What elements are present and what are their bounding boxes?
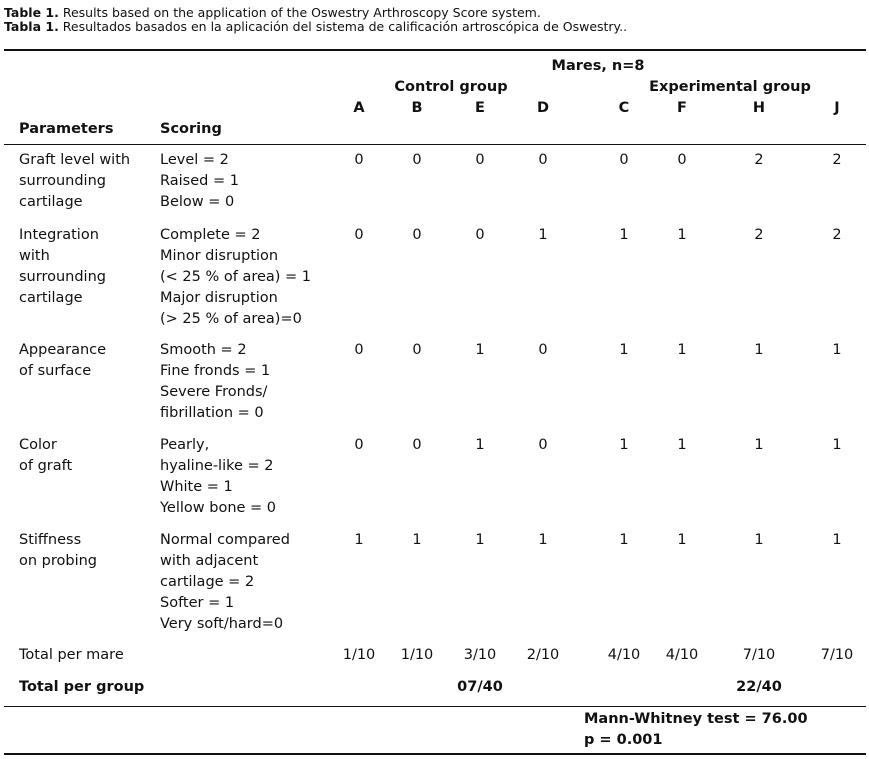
parameter-cell-line: on probing — [19, 553, 98, 569]
parameter-cell-line: Integration — [19, 227, 99, 243]
mare-id-header: C — [618, 100, 630, 116]
score-value-cell: 1 — [677, 437, 687, 453]
scoring-cell-line: Major disruption — [160, 290, 278, 306]
score-value-cell: 0 — [412, 342, 422, 358]
score-value-cell: 0 — [619, 152, 629, 168]
experimental-group-total: 22/40 — [736, 679, 782, 695]
mare-id-header: A — [353, 100, 365, 116]
scoring-cell-line: Very soft/hard=0 — [160, 616, 284, 632]
score-value-cell: 1 — [832, 532, 842, 548]
mares-header: Mares, n=8 — [551, 58, 645, 74]
caption-spanish — [4, 20, 627, 34]
scoring-cell-line: Minor disruption — [160, 248, 279, 264]
scoring-cell-line: fibrillation = 0 — [160, 405, 264, 421]
score-value-cell: 0 — [412, 227, 422, 243]
score-value-cell: 1 — [754, 437, 764, 453]
score-value-cell: 2 — [754, 152, 764, 168]
score-value-cell: 1 — [475, 532, 485, 548]
parameter-cell-line: Appearance — [19, 342, 107, 358]
scoring-cell-line: Pearly, — [160, 437, 210, 453]
control-group-total: 07/40 — [457, 679, 503, 695]
scoring-cell-line: (< 25 % of area) = 1 — [160, 269, 312, 285]
score-value-cell: 0 — [354, 437, 364, 453]
total-per-mare-cell: 4/10 — [665, 647, 699, 663]
score-value-cell: 1 — [538, 532, 548, 548]
score-value-cell: 1 — [677, 227, 687, 243]
parameter-cell-line: Stiffness — [19, 532, 82, 548]
parameter-cell-line: of surface — [19, 363, 92, 379]
parameter-cell-line: Graft level with — [19, 152, 131, 168]
score-value-cell: 1 — [754, 342, 764, 358]
caption-spanish-label: Tabla 1. — [4, 19, 59, 34]
parameter-cell-line: surrounding — [19, 269, 106, 285]
caption-english — [4, 6, 541, 20]
score-value-cell: 1 — [677, 532, 687, 548]
scoring-cell-line: Severe Fronds/ — [160, 384, 268, 400]
scoring-cell-line: Below = 0 — [160, 194, 235, 210]
total-per-mare-cell: 3/10 — [463, 647, 497, 663]
scoring-cell-line: Softer = 1 — [160, 595, 235, 611]
total-per-mare-cell: 7/10 — [820, 647, 854, 663]
scoring-cell-line: cartilage = 2 — [160, 574, 255, 590]
parameter-cell-line: cartilage — [19, 194, 83, 210]
score-value-cell: 1 — [538, 227, 548, 243]
mare-id-header: J — [834, 100, 840, 116]
scoring-cell-line: White = 1 — [160, 479, 233, 495]
parameter-cell-line: surrounding — [19, 173, 106, 189]
scoring-cell-line: Fine fronds = 1 — [160, 363, 271, 379]
score-value-cell: 0 — [677, 152, 687, 168]
scoring-cell-line: Normal compared — [160, 532, 290, 548]
top-rule — [4, 49, 866, 51]
mare-id-header: D — [536, 100, 550, 116]
score-value-cell: 0 — [475, 227, 485, 243]
p-value: p = 0.001 — [584, 732, 663, 748]
score-value-cell: 0 — [354, 342, 364, 358]
mare-id-header: E — [475, 100, 485, 116]
parameter-cell-line: with — [19, 248, 50, 264]
parameters-header: Parameters — [19, 121, 114, 137]
total-per-mare-cell: 7/10 — [742, 647, 776, 663]
score-value-cell: 1 — [619, 437, 629, 453]
total-per-mare-cell: 4/10 — [607, 647, 641, 663]
score-value-cell: 2 — [832, 227, 842, 243]
scoring-cell-line: Smooth = 2 — [160, 342, 247, 358]
scoring-cell-line: Yellow bone = 0 — [160, 500, 277, 516]
score-value-cell: 1 — [475, 437, 485, 453]
scoring-cell-line: (> 25 % of area)=0 — [160, 311, 302, 327]
scoring-cell-line: Raised = 1 — [160, 173, 239, 189]
score-value-cell: 1 — [832, 437, 842, 453]
total-per-mare-cell: 1/10 — [400, 647, 434, 663]
parameter-cell-line: cartilage — [19, 290, 83, 306]
score-value-cell: 1 — [677, 342, 687, 358]
mare-id-header: B — [411, 100, 423, 116]
scoring-cell-line: Complete = 2 — [160, 227, 261, 243]
total-per-mare-label: Total per mare — [19, 647, 124, 663]
total-per-mare-cell: 2/10 — [526, 647, 560, 663]
score-value-cell: 1 — [832, 342, 842, 358]
score-value-cell: 0 — [538, 437, 548, 453]
score-value-cell: 1 — [754, 532, 764, 548]
score-value-cell: 0 — [354, 152, 364, 168]
control-group-header: Control group — [394, 79, 508, 95]
caption-english-label: Table 1. — [4, 5, 59, 20]
mare-id-header: F — [677, 100, 687, 116]
scoring-cell-line: Level = 2 — [160, 152, 229, 168]
caption-english-text: Results based on the application of the Oswestry Arthroscopy Score system. — [58, 5, 541, 20]
caption-spanish-text: Resultados basados en la aplicación del sistema de calificación artroscópica de Oswestry.. — [58, 19, 628, 34]
scoring-cell-line: hyaline-like = 2 — [160, 458, 274, 474]
score-value-cell: 1 — [354, 532, 364, 548]
scoring-cell-line: with adjacent — [160, 553, 259, 569]
scoring-header: Scoring — [160, 121, 222, 137]
header-rule — [4, 144, 866, 145]
mare-id-header: H — [752, 100, 766, 116]
score-value-cell: 0 — [412, 152, 422, 168]
score-value-cell: 1 — [619, 532, 629, 548]
mann-whitney-result: Mann-Whitney test = 76.00 — [584, 711, 808, 727]
score-value-cell: 2 — [832, 152, 842, 168]
total-per-group-label: Total per group — [19, 679, 145, 695]
group-total-rule — [4, 706, 866, 707]
experimental-group-header: Experimental group — [649, 79, 811, 95]
score-value-cell: 1 — [619, 227, 629, 243]
parameter-cell-line: of graft — [19, 458, 73, 474]
score-value-cell: 0 — [538, 152, 548, 168]
total-per-mare-cell: 1/10 — [342, 647, 376, 663]
score-value-cell: 1 — [619, 342, 629, 358]
score-value-cell: 1 — [475, 342, 485, 358]
score-value-cell: 0 — [475, 152, 485, 168]
score-value-cell: 0 — [538, 342, 548, 358]
score-value-cell: 2 — [754, 227, 764, 243]
parameter-cell-line: Color — [19, 437, 57, 453]
score-value-cell: 0 — [354, 227, 364, 243]
score-value-cell: 0 — [412, 437, 422, 453]
bottom-rule — [4, 753, 866, 755]
score-value-cell: 1 — [412, 532, 422, 548]
